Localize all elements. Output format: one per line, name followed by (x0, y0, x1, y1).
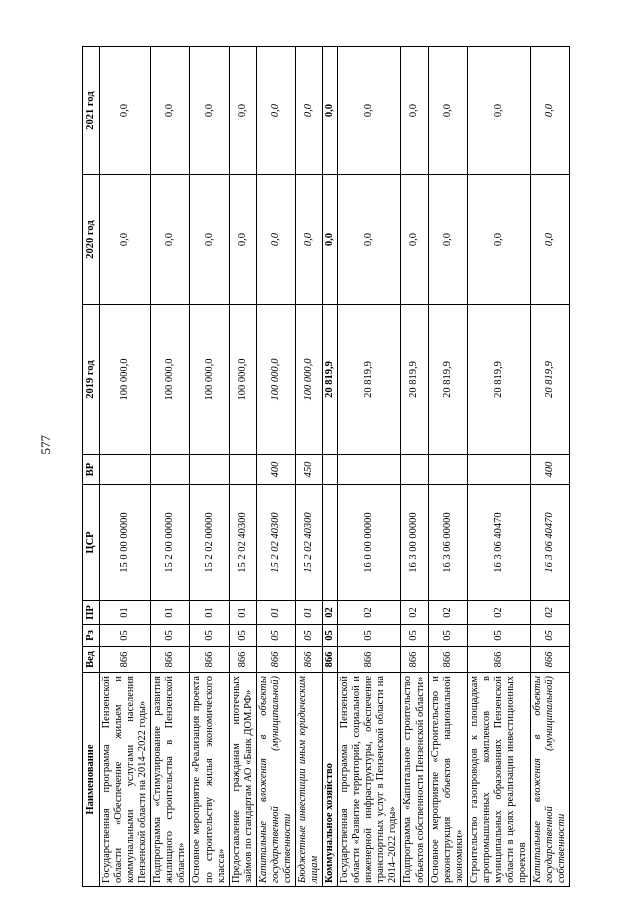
cell-ved: 866 (428, 647, 467, 673)
cell-value-2019: 20 819,9 (323, 305, 338, 455)
cell-pr: 01 (100, 601, 151, 625)
table-row (428, 47, 467, 887)
cell-value-2021: 0,0 (190, 47, 229, 175)
page-number: 577 (38, 435, 53, 455)
cell-csr: 15 0 00 00000 (100, 485, 151, 601)
cell-pr: 02 (323, 601, 338, 625)
cell-value-2021: 0,0 (338, 47, 401, 175)
cell-pr: 02 (401, 601, 428, 625)
table-row (338, 47, 401, 887)
cell-ved: 866 (531, 647, 570, 673)
cell-value-2020: 0,0 (151, 175, 190, 305)
header-row (83, 47, 100, 887)
cell-vr: 450 (295, 455, 322, 485)
cell-value-2021: 0,0 (295, 47, 322, 175)
cell-vr (467, 455, 530, 485)
cell-rz: 05 (100, 625, 151, 647)
cell-vr (229, 455, 256, 485)
cell-name: Строительство газопроводов к площадкам агропромышленных комплексов в муниципальных образованиях Пензенской области в целях реализации инвестиционных проектов (467, 673, 530, 887)
header-2021: 2021 год (83, 47, 100, 175)
cell-value-2020: 0,0 (467, 175, 530, 305)
cell-rz: 05 (531, 625, 570, 647)
cell-value-2021: 0,0 (256, 47, 295, 175)
cell-value-2019: 100 000,0 (151, 305, 190, 455)
cell-name: Бюджетные инвестиции иным юридическим лицам (295, 673, 322, 887)
cell-value-2019: 100 000,0 (190, 305, 229, 455)
cell-rz: 05 (190, 625, 229, 647)
cell-csr: 16 3 06 00000 (428, 485, 467, 601)
table-row (100, 47, 151, 887)
cell-ved: 866 (467, 647, 530, 673)
cell-csr: 16 3 00 00000 (401, 485, 428, 601)
cell-value-2019: 20 819,9 (338, 305, 401, 455)
table-row (467, 47, 530, 887)
cell-value-2021: 0,0 (100, 47, 151, 175)
cell-vr (401, 455, 428, 485)
cell-pr: 01 (256, 601, 295, 625)
cell-vr (190, 455, 229, 485)
cell-csr: 16 0 00 00000 (338, 485, 401, 601)
budget-table-container (82, 47, 640, 887)
cell-csr: 15 2 02 40300 (229, 485, 256, 601)
cell-pr: 02 (338, 601, 401, 625)
cell-vr: 400 (256, 455, 295, 485)
cell-name: Основное мероприятие «Реализация проекта по строительству жилья экономического класса» (190, 673, 229, 887)
cell-pr: 02 (428, 601, 467, 625)
cell-value-2019: 20 819,9 (401, 305, 428, 455)
cell-value-2020: 0,0 (100, 175, 151, 305)
cell-csr: 15 2 00 00000 (151, 485, 190, 601)
cell-value-2021: 0,0 (467, 47, 530, 175)
cell-value-2020: 0,0 (190, 175, 229, 305)
cell-ved: 866 (256, 647, 295, 673)
cell-csr: 16 3 06 40470 (467, 485, 530, 601)
cell-vr (151, 455, 190, 485)
cell-csr: 15 2 02 40300 (295, 485, 322, 601)
cell-value-2020: 0,0 (256, 175, 295, 305)
cell-csr: 16 3 06 40470 (531, 485, 570, 601)
cell-rz: 05 (323, 625, 338, 647)
cell-pr: 01 (151, 601, 190, 625)
cell-value-2021: 0,0 (229, 47, 256, 175)
cell-ved: 866 (323, 647, 338, 673)
cell-pr: 01 (229, 601, 256, 625)
header-ved: Вед (83, 647, 100, 673)
cell-vr (338, 455, 401, 485)
cell-value-2019: 100 000,0 (100, 305, 151, 455)
cell-vr (100, 455, 151, 485)
header-vr: ВР (83, 455, 100, 485)
cell-value-2020: 0,0 (531, 175, 570, 305)
header-pr: ПР (83, 601, 100, 625)
header-csr: ЦСР (83, 485, 100, 601)
cell-ved: 866 (338, 647, 401, 673)
table-row (295, 47, 322, 887)
cell-csr: 15 2 02 40300 (256, 485, 295, 601)
cell-rz: 05 (295, 625, 322, 647)
cell-name: Основное мероприятие «Строительство и реконструкция объектов национальной экономики» (428, 673, 467, 887)
cell-ved: 866 (229, 647, 256, 673)
header-2020: 2020 год (83, 175, 100, 305)
cell-ved: 866 (401, 647, 428, 673)
cell-value-2020: 0,0 (401, 175, 428, 305)
cell-pr: 01 (295, 601, 322, 625)
cell-name: Государственная программа Пензенской области «Развитие территорий, социальной и инженерной инфраструктуры, обеспечение транспортных услуг в Пензенской области на 2014–2022 годы» (338, 673, 401, 887)
cell-ved: 866 (100, 647, 151, 673)
budget-table (82, 46, 570, 887)
cell-value-2019: 100 000,0 (256, 305, 295, 455)
cell-pr: 02 (531, 601, 570, 625)
table-row (190, 47, 229, 887)
cell-pr: 02 (467, 601, 530, 625)
table-row (256, 47, 295, 887)
cell-value-2019: 100 000,0 (295, 305, 322, 455)
header-2019: 2019 год (83, 305, 100, 455)
cell-rz: 05 (467, 625, 530, 647)
cell-value-2020: 0,0 (428, 175, 467, 305)
cell-ved: 866 (151, 647, 190, 673)
cell-rz: 05 (229, 625, 256, 647)
cell-value-2019: 20 819,9 (428, 305, 467, 455)
cell-value-2021: 0,0 (323, 47, 338, 175)
header-rz: Рз (83, 625, 100, 647)
cell-name: Капитальные вложения в объекты государственной (муниципальной) собственности (256, 673, 295, 887)
cell-value-2019: 100 000,0 (229, 305, 256, 455)
table-row (401, 47, 428, 887)
cell-csr (323, 485, 338, 601)
cell-csr: 15 2 02 00000 (190, 485, 229, 601)
header-name: Наименование (83, 673, 100, 887)
cell-value-2021: 0,0 (151, 47, 190, 175)
table-row (531, 47, 570, 887)
cell-rz: 05 (338, 625, 401, 647)
cell-ved: 866 (190, 647, 229, 673)
cell-vr (428, 455, 467, 485)
cell-name: Государственная программа Пензенской области «Обеспечение жильем и коммунальными услугами населения Пензенской области на 2014–2022 годы» (100, 673, 151, 887)
cell-value-2021: 0,0 (531, 47, 570, 175)
table-row (323, 47, 338, 887)
cell-pr: 01 (190, 601, 229, 625)
cell-name: Капитальные вложения в объекты государственной (муниципальной) собственности (531, 673, 570, 887)
cell-vr: 400 (531, 455, 570, 485)
table-row (151, 47, 190, 887)
table-row (229, 47, 256, 887)
cell-value-2020: 0,0 (338, 175, 401, 305)
cell-rz: 05 (401, 625, 428, 647)
cell-value-2021: 0,0 (401, 47, 428, 175)
cell-vr (323, 455, 338, 485)
cell-rz: 05 (151, 625, 190, 647)
cell-rz: 05 (256, 625, 295, 647)
cell-name: Подпрограмма «Стимулирование развития жилищного строительства в Пензенской области» (151, 673, 190, 887)
cell-ved: 866 (295, 647, 322, 673)
cell-value-2020: 0,0 (295, 175, 322, 305)
cell-name: Подпрограмма «Капитальное строительство объектов собственности Пензенской области» (401, 673, 428, 887)
cell-value-2019: 20 819,9 (467, 305, 530, 455)
cell-value-2020: 0,0 (229, 175, 256, 305)
cell-value-2019: 20 819,9 (531, 305, 570, 455)
cell-value-2020: 0,0 (323, 175, 338, 305)
cell-rz: 05 (428, 625, 467, 647)
cell-name: Коммунальное хозяйство (323, 673, 338, 887)
cell-name: Предоставление гражданам ипотечных займов по стандартам АО «Банк ДОМ.РФ» (229, 673, 256, 887)
cell-value-2021: 0,0 (428, 47, 467, 175)
